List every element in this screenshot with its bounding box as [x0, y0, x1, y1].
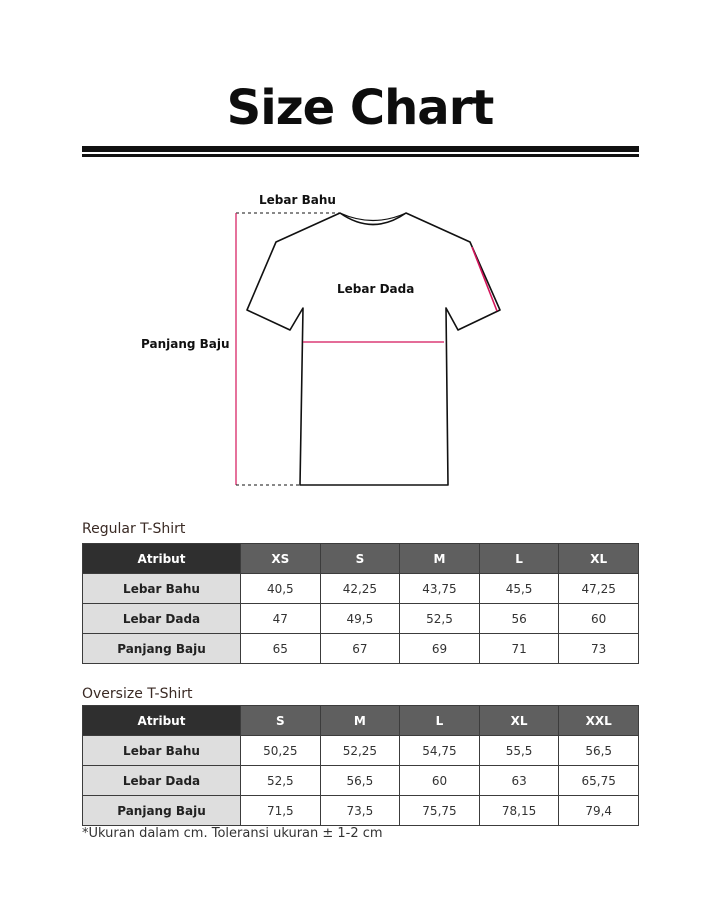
- header-cell: XL: [559, 544, 639, 574]
- value-cell: 49,5: [320, 604, 400, 634]
- table-row: [83, 766, 639, 796]
- value-cell: 79,4: [559, 796, 639, 826]
- value-cell: 63: [479, 766, 559, 796]
- header-cell: XS: [241, 544, 321, 574]
- attr-cell: Lebar Bahu: [83, 736, 241, 766]
- value-cell: 65: [241, 634, 321, 664]
- value-cell: 47,25: [559, 574, 639, 604]
- value-cell: 52,5: [241, 766, 321, 796]
- attr-cell: Panjang Baju: [83, 634, 241, 664]
- value-cell: 56: [479, 604, 559, 634]
- tshirt-outline: [247, 213, 500, 485]
- value-cell: 69: [400, 634, 480, 664]
- value-cell: 55,5: [479, 736, 559, 766]
- table-row: [83, 604, 639, 634]
- attr-cell: Lebar Dada: [83, 766, 241, 796]
- attr-cell: Lebar Bahu: [83, 574, 241, 604]
- header-cell: Atribut: [83, 544, 241, 574]
- value-cell: 50,25: [241, 736, 321, 766]
- table-row: [83, 634, 639, 664]
- table-row: [83, 574, 639, 604]
- header-cell: S: [320, 544, 400, 574]
- value-cell: 73: [559, 634, 639, 664]
- header-cell: L: [400, 706, 480, 736]
- value-cell: 56,5: [559, 736, 639, 766]
- table-row: [83, 796, 639, 826]
- value-cell: 67: [320, 634, 400, 664]
- value-cell: 73,5: [320, 796, 400, 826]
- value-cell: 54,75: [400, 736, 480, 766]
- table-header-row: [83, 544, 639, 574]
- value-cell: 52,5: [400, 604, 480, 634]
- header-cell: Atribut: [83, 706, 241, 736]
- value-cell: 42,25: [320, 574, 400, 604]
- regular-section-title: Regular T-Shirt: [82, 521, 186, 537]
- value-cell: 78,15: [479, 796, 559, 826]
- value-cell: 40,5: [241, 574, 321, 604]
- header-cell: M: [400, 544, 480, 574]
- sleeve-measure-line: [472, 247, 497, 311]
- shoulder-label: Lebar Bahu: [259, 193, 336, 207]
- value-cell: 45,5: [479, 574, 559, 604]
- value-cell: 60: [559, 604, 639, 634]
- header-cell: M: [320, 706, 400, 736]
- value-cell: 56,5: [320, 766, 400, 796]
- page-title: Size Chart: [226, 80, 494, 136]
- size-note: *Ukuran dalam cm. Toleransi ukuran ± 1-2 cm: [82, 826, 383, 841]
- chest-label: Lebar Dada: [337, 282, 415, 296]
- value-cell: 52,25: [320, 736, 400, 766]
- table-row: [83, 736, 639, 766]
- value-cell: 43,75: [400, 574, 480, 604]
- value-cell: 71: [479, 634, 559, 664]
- header-cell: XXL: [559, 706, 639, 736]
- value-cell: 60: [400, 766, 480, 796]
- header-cell: L: [479, 544, 559, 574]
- header-cell: XL: [479, 706, 559, 736]
- oversize-section-title: Oversize T-Shirt: [82, 686, 193, 702]
- oversize-size-table: [82, 705, 639, 826]
- attr-cell: Lebar Dada: [83, 604, 241, 634]
- value-cell: 71,5: [241, 796, 321, 826]
- length-label: Panjang Baju: [141, 337, 230, 351]
- value-cell: 75,75: [400, 796, 480, 826]
- attr-cell: Panjang Baju: [83, 796, 241, 826]
- regular-size-table: [82, 543, 639, 664]
- value-cell: 65,75: [559, 766, 639, 796]
- header-cell: S: [241, 706, 321, 736]
- table-header-row: [83, 706, 639, 736]
- value-cell: 47: [241, 604, 321, 634]
